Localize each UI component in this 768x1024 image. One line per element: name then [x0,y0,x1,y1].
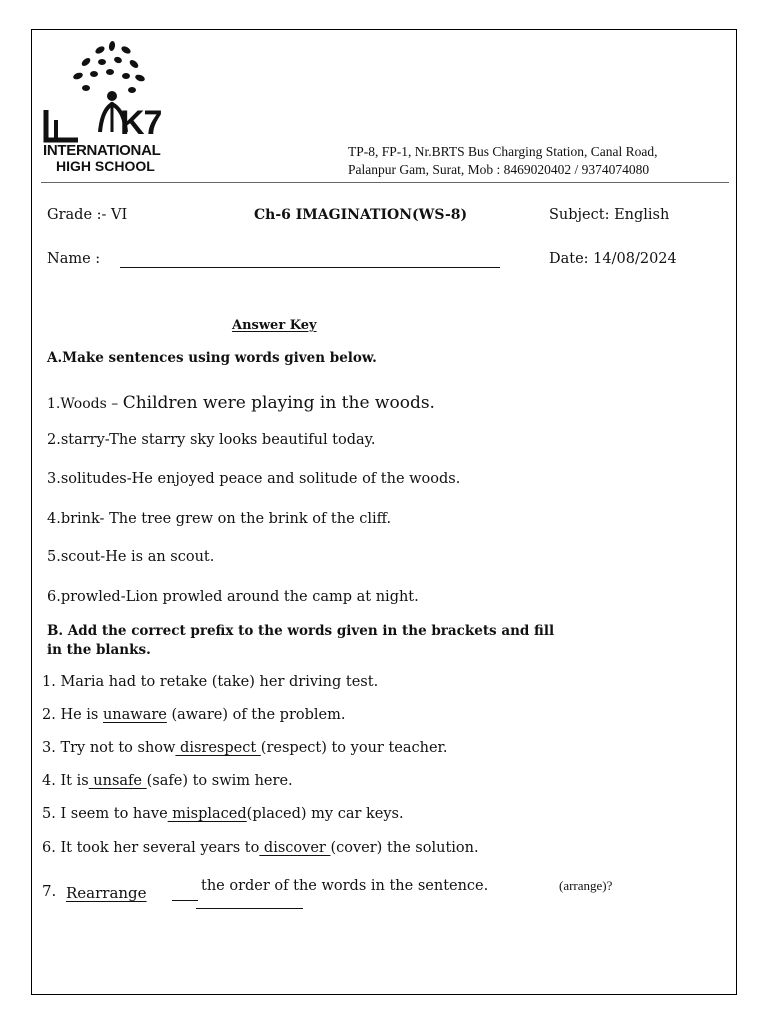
section-b-q1: 1. Maria had to retake (take) her driving test. [42,674,379,690]
subject-label: Subject: English [549,207,670,223]
section-a-item-6: 6.prowled-Lion prowled around the camp at night. [47,589,419,605]
q6-text-before: 6. It took her several years to [42,840,260,856]
school-address-line2: Palanpur Gam, Surat, Mob : 8469020402 / 9374074080 [348,162,650,177]
section-b-q4 [42,773,293,789]
q3-text-after: (respect) to your teacher. [260,740,448,756]
q7-answer: Rearrange [66,884,147,902]
section-b-q2 [42,707,345,723]
grade-label: Grade :- VI [47,207,128,223]
name-label: Name : [47,251,101,267]
section-b-q6 [42,840,479,856]
section-b-heading-line1: B. Add the correct prefix to the words given in the brackets and fill [47,623,555,639]
q2-answer: unaware [102,707,167,723]
section-a-item-2: 2.starry-The starry sky looks beautiful today. [47,432,376,448]
q7-blank-line [196,908,303,909]
q2-text-before: 2. He is [42,707,103,723]
q7-answer-underline-ext [172,900,198,901]
section-a-item-1-sentence: Children were playing in the woods. [122,393,435,413]
q7-sentence: the order of the words in the sentence. [201,878,489,894]
section-a-item-1 [47,393,435,413]
section-a-item-1-word: 1.Woods – [47,396,123,412]
school-name-line1: INTERNATIONAL [43,142,161,159]
section-b-q3 [42,740,448,756]
q5-answer: misplaced [167,806,247,822]
q4-answer: unsafe [88,773,147,789]
q2-text-after: (aware) of the problem. [166,707,346,723]
school-address-line1: TP-8, FP-1, Nr.BRTS Bus Charging Station, Canal Road, [348,144,658,159]
date-label: Date: 14/08/2024 [549,251,677,267]
q4-text-before: 4. It is [42,773,89,789]
q3-answer: disrespect [175,740,261,756]
section-a-item-4: 4.brink- The tree grew on the brink of the cliff. [47,511,392,527]
q6-text-after: (cover) the solution. [330,840,479,856]
q6-answer: discover [259,840,331,856]
header-divider [41,182,729,183]
q4-text-after: (safe) to swim here. [146,773,293,789]
section-a-item-3: 3.solitudes-He enjoyed peace and solitude of the woods. [47,471,461,487]
section-b-q7-number: 7. [42,882,57,900]
section-a-heading: A.Make sentences using words given below. [47,350,377,366]
school-name-line2: HIGH SCHOOL [56,158,155,174]
school-brand: K7 [120,104,162,142]
section-a-item-5: 5.scout-He is an scout. [47,549,215,565]
answer-key-title: Answer Key [232,318,317,333]
q3-text-before: 3. Try not to show [42,740,176,756]
section-b-heading-line2: in the blanks. [47,642,151,658]
section-b-q5 [42,806,404,822]
q5-text-before: 5. I seem to have [42,806,168,822]
name-blank-line [120,267,500,268]
q5-text-after: (placed) my car keys. [246,806,404,822]
q7-hint: (arrange)? [559,878,613,893]
worksheet-title: Ch-6 IMAGINATION(WS-8) [254,207,468,223]
